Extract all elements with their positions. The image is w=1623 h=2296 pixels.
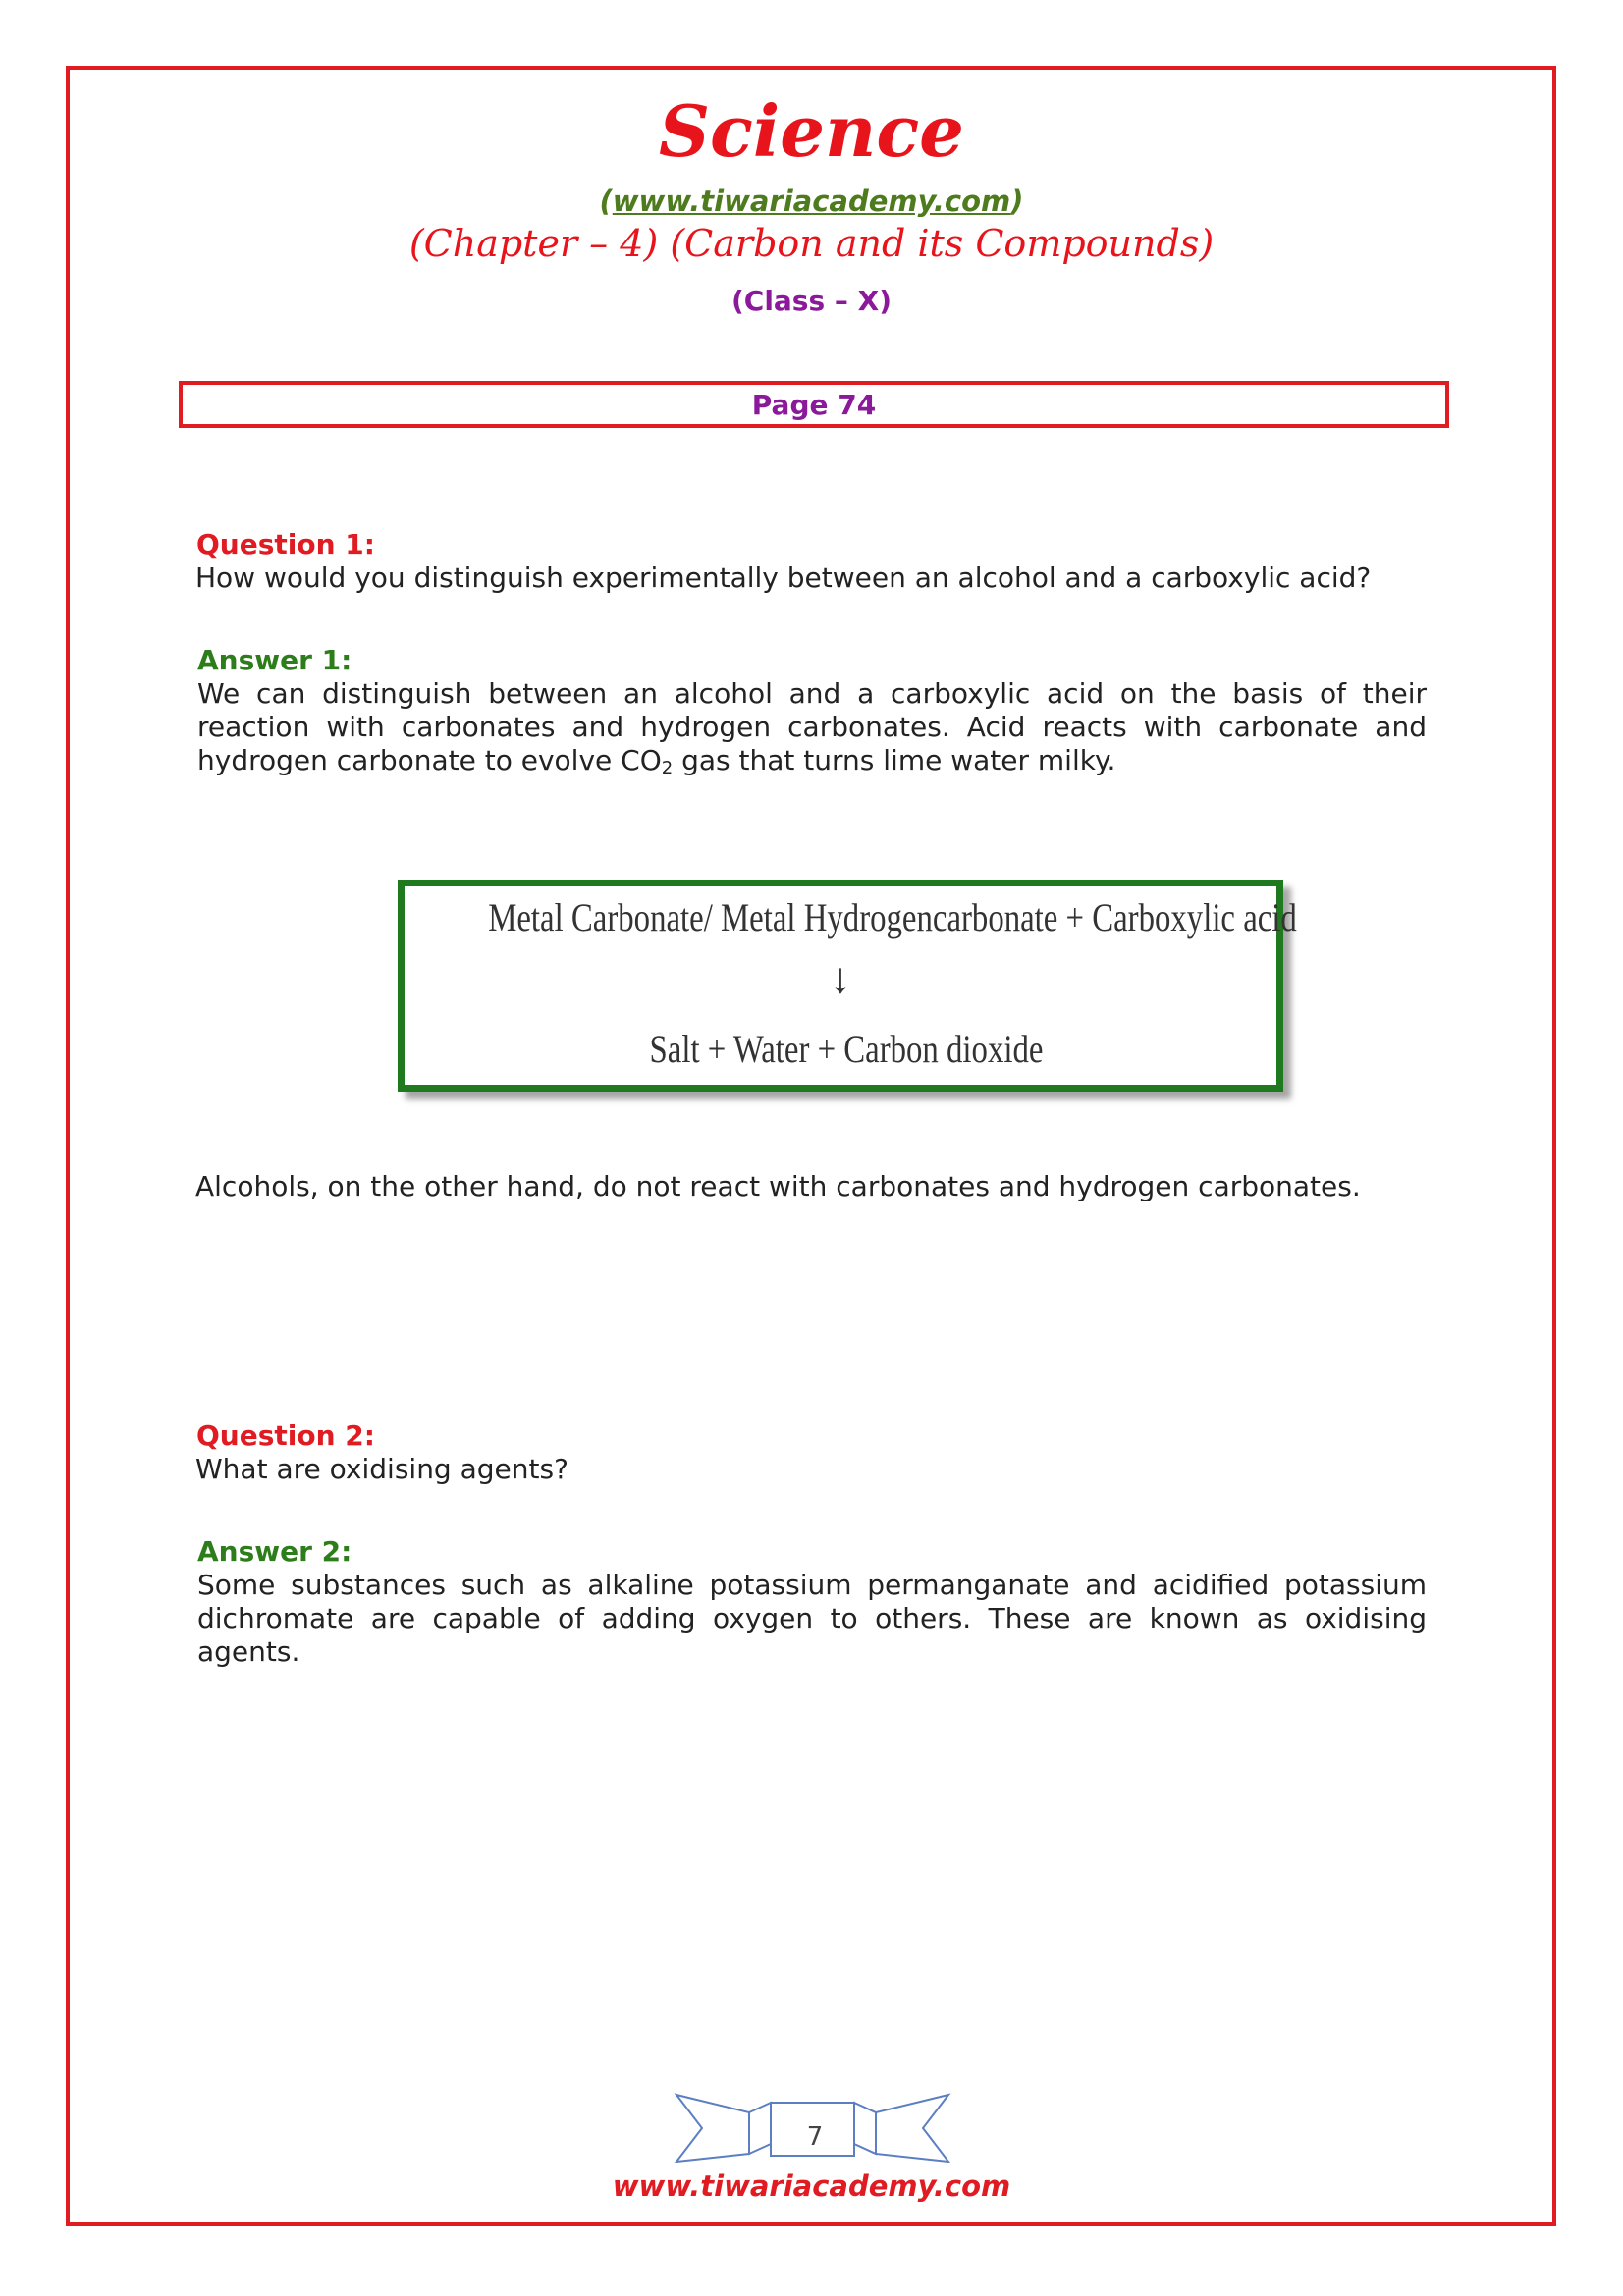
answer-1-text-end: gas that turns lime water milky. — [673, 744, 1116, 776]
reaction-reactants: Metal Carbonate/ Metal Hydrogencarbonate + Carboxylic acid — [488, 895, 1297, 939]
question-2-label: Question 2: — [196, 1419, 375, 1452]
answer-2-label: Answer 2: — [197, 1535, 352, 1568]
page-number: 7 — [806, 2122, 824, 2152]
header-website — [0, 185, 1623, 218]
chapter-heading: (Chapter – 4) (Carbon and its Compounds) — [408, 222, 1215, 265]
header-website-close-paren: ) — [1010, 185, 1024, 218]
answer-2-text: Some substances such as alkaline potassium permanganate and acidified potassium dichromate are capable of adding oxygen to others. These are known as oxidising agents. — [197, 1569, 1427, 1668]
reaction-equation-box — [398, 880, 1297, 1092]
page-label-box — [179, 381, 1449, 428]
answer-1-followup: Alcohols, on the other hand, do not react with carbonates and hydrogen carbonates. — [195, 1170, 1361, 1202]
header-website-link[interactable]: www.tiwariacademy.com — [612, 185, 1011, 218]
question-1-label: Question 1: — [196, 528, 375, 561]
answer-1-text — [197, 677, 1427, 785]
class-label: (Class – X) — [730, 285, 893, 317]
question-1-text: How would you distinguish experimentally between an alcohol and a carboxylic acid? — [195, 561, 1372, 594]
page-title: Science — [659, 89, 964, 173]
reaction-arrow-icon: ↓ — [830, 954, 851, 1002]
question-2-text: What are oxidising agents? — [195, 1453, 568, 1485]
reaction-products: Salt + Water + Carbon dioxide — [649, 1027, 1044, 1071]
co2-subscript: 2 — [661, 758, 674, 778]
footer-website-link[interactable]: www.tiwariacademy.com — [612, 2169, 1011, 2203]
header-website-open-paren: ( — [599, 185, 613, 218]
page-label: Page 74 — [751, 388, 877, 421]
answer-1-text-main: We can distinguish between an alcohol and a carboxylic acid on the basis of their reaction with carbonates and hydrogen carbonates. Acid reacts with carbonate and hydrogen carbonate to evolve CO — [197, 677, 1427, 776]
answer-1-label: Answer 1: — [197, 644, 352, 676]
